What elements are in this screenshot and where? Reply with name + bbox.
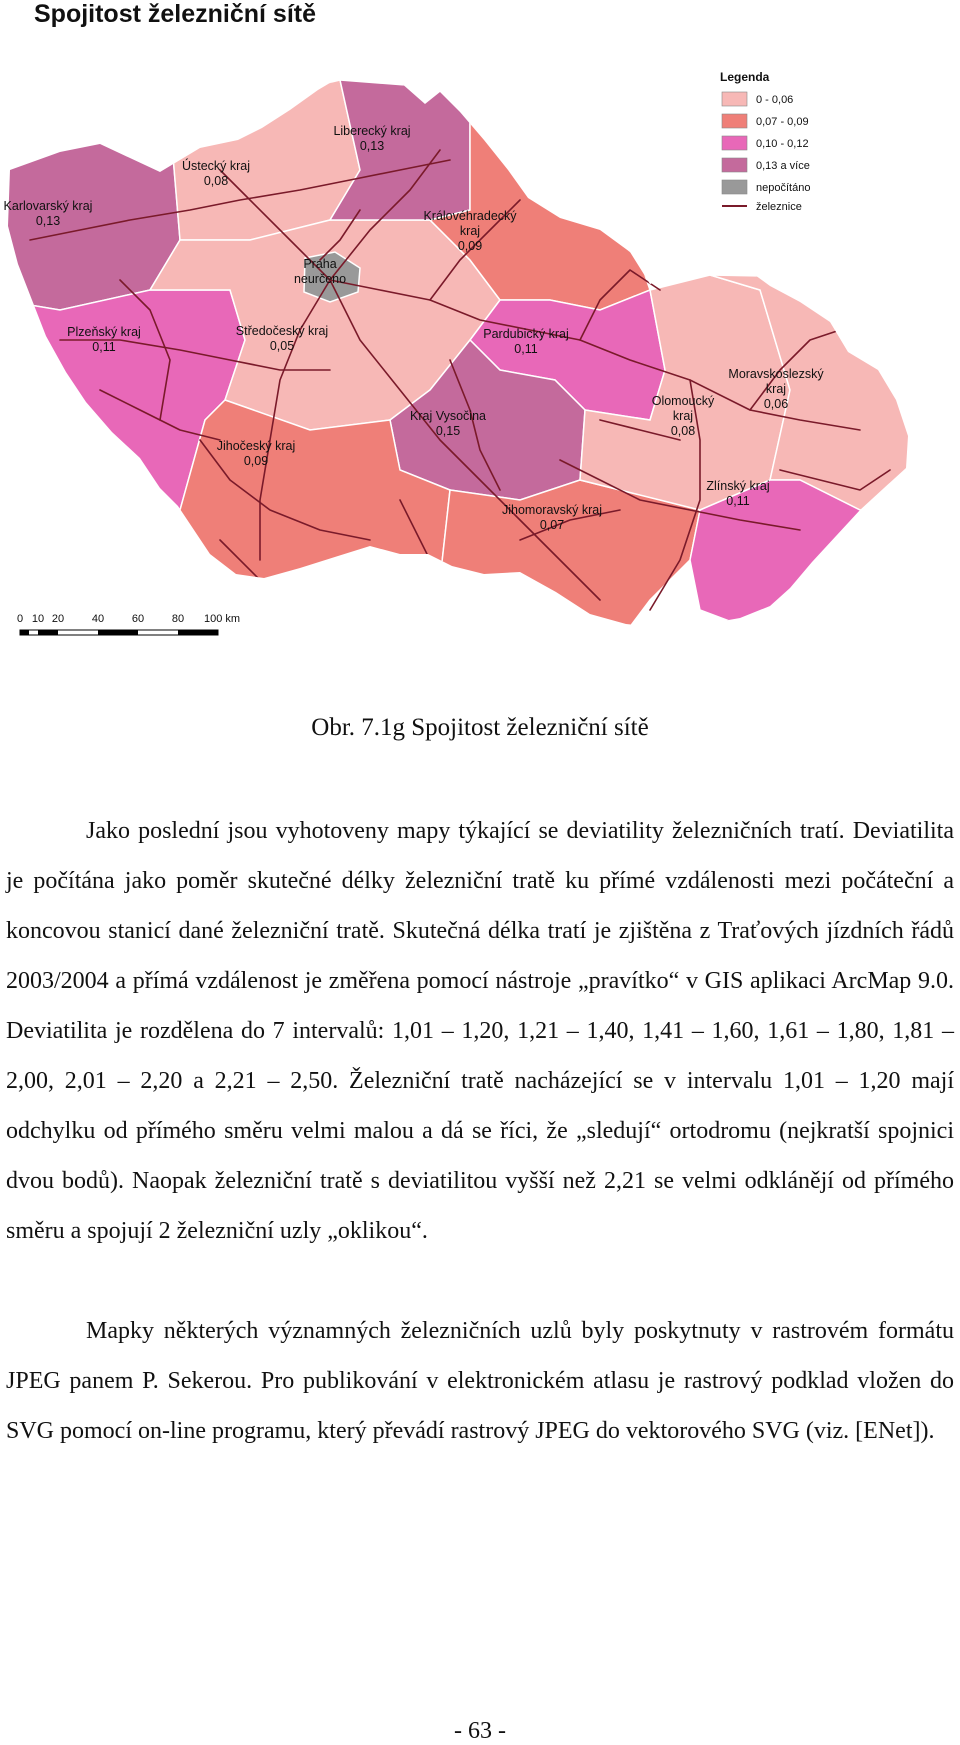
region-name: Praha: [303, 257, 337, 271]
scale-bar: [17, 613, 240, 635]
region-value: 0,08: [203, 174, 229, 188]
legend-swatch: [722, 136, 747, 150]
paragraph-deviatility: Jako poslední jsou vyhotoveny mapy týkající se deviatility železničních tratí. Deviatilita je počítána jako poměr skutečné délky železniční tratě ku přímé vzdálenosti mezi počáteční a koncovou stanicí dané železniční tratě. Skutečná délka tratí je zjištěna z Traťových jízdních řádů 2003/2004 a přímá vzdálenost je změřena pomocí nástroje „pravítko“ v GIS aplikaci ArcMap 9.0. Deviatilita je rozdělena do 7 intervalů: 1,01 – 1,20, 1,21 – 1,40, 1,41 – 1,60, 1,61 – 1,80, 1,81 – 2,00, 2,01 – 2,20 a 2,21 – 2,50. Železniční tratě nacházející se v intervalu 1,01 – 1,20 mají odchylku od přímého směru velmi malou a dá se říci, že „sledují“ ortodromu (nejkratší spojnici dvou bodů). Naopak železniční tratě s deviatilitou vyšší než 2,21 se velmi odklánějí od přímého směru a spojují 2 železniční uzly „oklikou“.: [6, 818, 954, 1244]
legend-label: 0 - 0,06: [756, 94, 794, 106]
scale-seg: [98, 630, 138, 635]
region-value: 0,06: [763, 397, 789, 411]
legend-label: nepočítáno: [756, 182, 811, 194]
paragraph-raster-maps: Mapky některých významných železničních uzlů byly poskytnuty v rastrovém formátu JPEG panem P. Sekerou. Pro publikování v elektronickém atlasu je rastrový podklad vložen do SVG pomocí on-line programu, který převádí rastrový JPEG do vektorového SVG (viz. [ENet]).: [6, 1318, 954, 1444]
legend-swatch: [722, 180, 747, 194]
region-name: Moravskoslezský: [728, 367, 824, 381]
legend-swatch: [722, 114, 747, 128]
scale-tick-label: 100 km: [204, 613, 241, 625]
legend-title: Legenda: [720, 70, 770, 84]
region-value: 0,11: [92, 340, 116, 354]
legend-label: 0,07 - 0,09: [756, 116, 809, 128]
region-name: Ústecký kraj: [181, 159, 251, 173]
region-name: Jihomoravský kraj: [501, 503, 603, 517]
region-name: Královéhradecký: [423, 209, 517, 223]
legend-label: 0,13 a více: [756, 160, 810, 172]
scale-seg: [178, 630, 218, 635]
region-value: 0,13: [359, 139, 385, 153]
region-name: Středočeský kraj: [235, 324, 329, 338]
region-name: Kraj Vysočina: [410, 409, 486, 423]
map-figure: [0, 40, 960, 640]
region-value: neurčeno: [293, 272, 347, 286]
region-name: Pardubický kraj: [483, 327, 569, 341]
scale-tick-label: 0: [16, 613, 24, 625]
map-title: Spojitost železniční sítě: [34, 0, 316, 28]
page-number: - 63 -: [454, 1718, 506, 1744]
body-text: [6, 806, 954, 1456]
region-name: Liberecký kraj: [333, 124, 411, 138]
region-value: 0,05: [269, 339, 295, 353]
region-name: Zlínský kraj: [706, 479, 770, 493]
scale-tick-label: 20: [51, 613, 65, 625]
region-polygons: [0, 80, 960, 640]
scale-seg: [38, 630, 58, 635]
region-value: 0,13: [35, 214, 61, 228]
region-karlovarsky: [0, 120, 180, 310]
region-name: kraj: [765, 382, 787, 396]
legend-rail-label: železnice: [756, 201, 802, 213]
region-value: 0,11: [726, 494, 750, 508]
czech-regions-map: [0, 40, 960, 640]
scale-seg: [20, 630, 29, 635]
scale-tick-label: 60: [131, 613, 145, 625]
region-name: Jihočeský kraj: [216, 439, 296, 453]
region-name: Karlovarský kraj: [3, 199, 93, 213]
legend-label: 0,10 - 0,12: [756, 138, 809, 150]
region-name: kraj: [672, 409, 694, 423]
region-value: 0,07: [539, 518, 565, 532]
region-value: 0,09: [243, 454, 269, 468]
scale-tick-label: 40: [91, 613, 105, 625]
scale-tick-label: 80: [171, 613, 185, 625]
legend-swatch: [722, 158, 747, 172]
figure-caption: Obr. 7.1g Spojitost železniční sítě: [311, 714, 649, 741]
region-value: 0,08: [670, 424, 696, 438]
region-value: 0,09: [457, 239, 483, 253]
region-name: Olomoucký: [651, 394, 715, 408]
region-value: 0,15: [435, 424, 461, 438]
legend-swatch: [722, 92, 747, 106]
region-name: kraj: [459, 224, 481, 238]
region-name: Plzeňský kraj: [67, 325, 141, 339]
scale-tick-label: 10: [31, 613, 45, 625]
region-value: 0,11: [514, 342, 538, 356]
legend: [720, 70, 810, 213]
